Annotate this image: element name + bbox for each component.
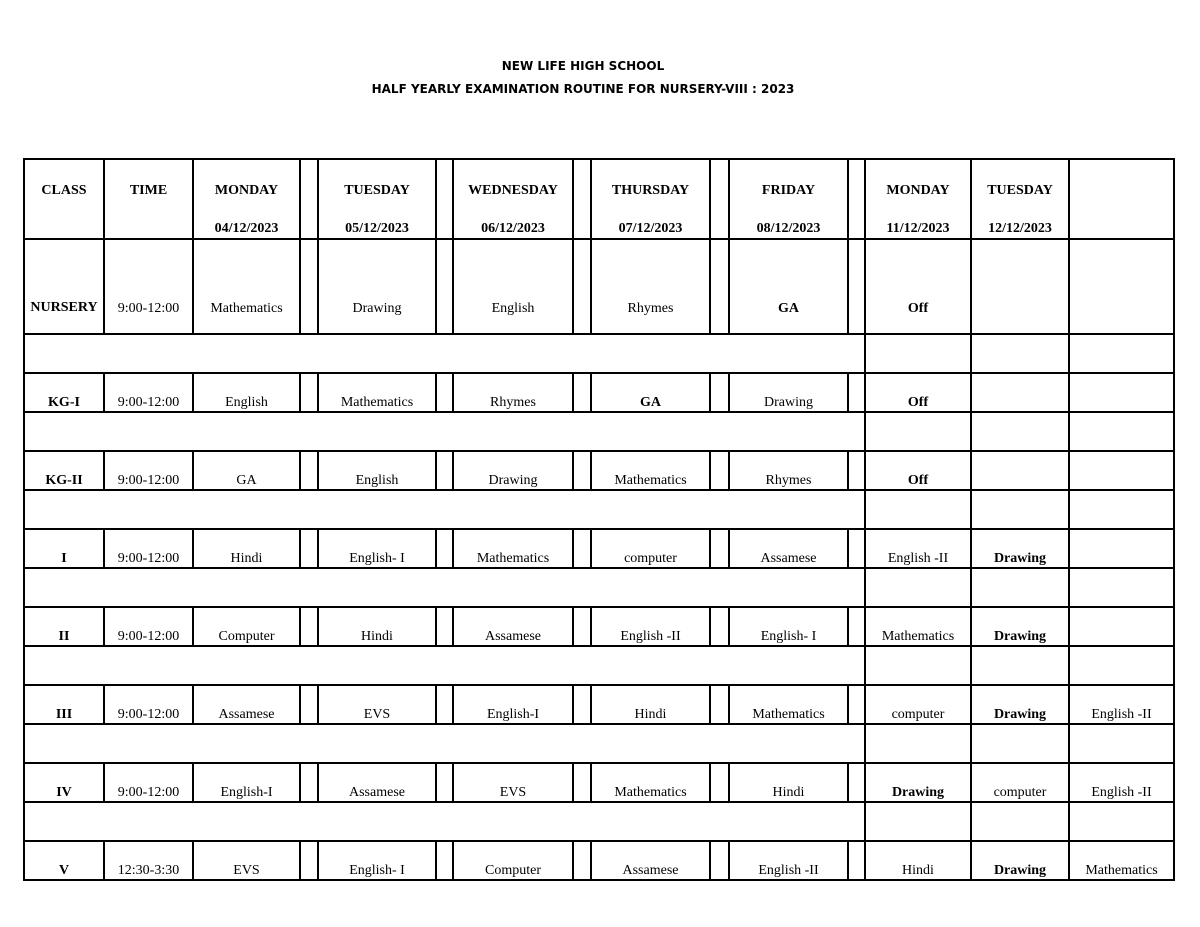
blank-row — [24, 568, 1174, 607]
subject-cell: English -II — [865, 529, 971, 568]
subject-cell: Hindi — [591, 685, 710, 724]
table-row — [24, 763, 1174, 802]
subject-cell: Hindi — [865, 841, 971, 880]
time-cell: 9:00-12:00 — [104, 763, 193, 802]
subject-cell: English -II — [729, 841, 848, 880]
subject-cell: English- I — [318, 841, 436, 880]
spacer-column — [573, 763, 591, 802]
subject-cell: Drawing — [971, 685, 1069, 724]
class-cell: IV — [24, 763, 104, 802]
subject-cell: Mathematics — [591, 451, 710, 490]
blank-row — [24, 412, 1174, 451]
class-cell: KG-I — [24, 373, 104, 412]
subject-cell: English — [193, 373, 300, 412]
subject-cell: EVS — [318, 685, 436, 724]
subject-cell: Drawing — [729, 373, 848, 412]
day-header: MONDAY 11/12/2023 — [865, 159, 971, 239]
blank-row — [24, 724, 1174, 763]
subject-cell: English-I — [193, 763, 300, 802]
subject-cell: Mathematics — [591, 763, 710, 802]
subject-cell: Off — [865, 373, 971, 412]
class-cell: KG-II — [24, 451, 104, 490]
blank-cell — [24, 724, 865, 763]
spacer-column — [300, 607, 318, 646]
spacer-column — [848, 685, 865, 724]
document-header — [0, 55, 1166, 101]
subject-cell: Hindi — [193, 529, 300, 568]
subject-cell: computer — [865, 685, 971, 724]
blank-cell — [971, 646, 1069, 685]
table-row — [24, 239, 1174, 334]
subject-cell: Mathematics — [729, 685, 848, 724]
class-cell: II — [24, 607, 104, 646]
subject-cell: GA — [193, 451, 300, 490]
spacer-column — [848, 529, 865, 568]
spacer-column — [848, 239, 865, 334]
subject-cell: Mathematics — [453, 529, 573, 568]
day-header: FRIDAY 08/12/2023 — [729, 159, 848, 239]
spacer-column — [573, 451, 591, 490]
blank-cell — [865, 334, 971, 373]
spacer-column — [436, 159, 453, 239]
table-row — [24, 529, 1174, 568]
day-header: TUESDAY 12/12/2023 — [971, 159, 1069, 239]
class-cell: V — [24, 841, 104, 880]
routine-title: HALF YEARLY EXAMINATION ROUTINE FOR NURSERY-VIII : 2023 — [371, 82, 795, 96]
blank-cell — [1069, 490, 1174, 529]
subject-cell: Hindi — [729, 763, 848, 802]
subject-cell: Rhymes — [729, 451, 848, 490]
spacer-column — [436, 529, 453, 568]
subject-cell: English- I — [318, 529, 436, 568]
blank-cell — [1069, 724, 1174, 763]
subject-cell: Drawing — [453, 451, 573, 490]
subject-cell: Drawing — [971, 529, 1069, 568]
header-row — [24, 159, 1174, 239]
subject-cell: English -II — [1069, 763, 1174, 802]
table-row — [24, 685, 1174, 724]
spacer-column — [848, 451, 865, 490]
day-header: MONDAY 04/12/2023 — [193, 159, 300, 239]
subject-cell — [1069, 529, 1174, 568]
class-cell: NURSERY — [24, 239, 104, 334]
subject-cell: EVS — [453, 763, 573, 802]
spacer-column — [573, 841, 591, 880]
subject-cell — [971, 451, 1069, 490]
blank-cell — [24, 412, 865, 451]
blank-cell — [971, 568, 1069, 607]
school-name: NEW LIFE HIGH SCHOOL — [501, 59, 665, 73]
spacer-column — [848, 373, 865, 412]
spacer-column — [300, 239, 318, 334]
subject-cell: English- I — [729, 607, 848, 646]
blank-cell — [865, 724, 971, 763]
subject-cell: Hindi — [318, 607, 436, 646]
spacer-column — [848, 607, 865, 646]
subject-cell — [1069, 607, 1174, 646]
subject-cell: Mathematics — [318, 373, 436, 412]
spacer-column — [710, 373, 729, 412]
blank-cell — [971, 802, 1069, 841]
spacer-column — [300, 763, 318, 802]
class-cell: III — [24, 685, 104, 724]
spacer-column — [848, 841, 865, 880]
time-cell: 9:00-12:00 — [104, 451, 193, 490]
table-row — [24, 373, 1174, 412]
subject-cell: Drawing — [865, 763, 971, 802]
subject-cell: Drawing — [971, 841, 1069, 880]
subject-cell: computer — [591, 529, 710, 568]
spacer-column — [436, 239, 453, 334]
time-cell: 9:00-12:00 — [104, 239, 193, 334]
spacer-column — [436, 841, 453, 880]
blank-cell — [24, 646, 865, 685]
blank-cell — [1069, 334, 1174, 373]
blank-cell — [865, 490, 971, 529]
blank-cell — [865, 568, 971, 607]
spacer-column — [710, 451, 729, 490]
blank-cell — [1069, 802, 1174, 841]
blank-cell — [865, 802, 971, 841]
blank-cell — [24, 568, 865, 607]
spacer-column — [573, 529, 591, 568]
day-header: THURSDAY 07/12/2023 — [591, 159, 710, 239]
blank-row — [24, 646, 1174, 685]
spacer-column — [300, 529, 318, 568]
blank-cell — [971, 724, 1069, 763]
time-cell: 9:00-12:00 — [104, 529, 193, 568]
subject-cell: Assamese — [453, 607, 573, 646]
blank-cell — [865, 646, 971, 685]
spacer-column — [300, 841, 318, 880]
subject-cell: Rhymes — [453, 373, 573, 412]
spacer-column — [436, 685, 453, 724]
table-row — [24, 607, 1174, 646]
spacer-column — [573, 607, 591, 646]
time-cell: 9:00-12:00 — [104, 685, 193, 724]
class-cell: I — [24, 529, 104, 568]
subject-cell: Computer — [453, 841, 573, 880]
blank-cell — [24, 490, 865, 529]
blank-cell — [24, 802, 865, 841]
subject-cell: Mathematics — [865, 607, 971, 646]
subject-cell: computer — [971, 763, 1069, 802]
subject-cell: English — [318, 451, 436, 490]
subject-cell: Mathematics — [193, 239, 300, 334]
subject-cell — [1069, 451, 1174, 490]
spacer-column — [300, 373, 318, 412]
spacer-column — [436, 451, 453, 490]
blank-cell — [971, 412, 1069, 451]
subject-cell: Rhymes — [591, 239, 710, 334]
spacer-column — [300, 451, 318, 490]
blank-cell — [1069, 568, 1174, 607]
exam-routine-table — [23, 158, 1175, 881]
day-header-empty — [1069, 159, 1174, 239]
subject-cell: Drawing — [318, 239, 436, 334]
subject-cell: Assamese — [318, 763, 436, 802]
spacer-column — [848, 159, 865, 239]
table-row — [24, 841, 1174, 880]
subject-cell: GA — [591, 373, 710, 412]
spacer-column — [573, 159, 591, 239]
subject-cell: Assamese — [193, 685, 300, 724]
spacer-column — [436, 763, 453, 802]
blank-row — [24, 802, 1174, 841]
spacer-column — [710, 841, 729, 880]
subject-cell: English-I — [453, 685, 573, 724]
subject-cell: Assamese — [591, 841, 710, 880]
spacer-column — [436, 607, 453, 646]
spacer-column — [710, 763, 729, 802]
subject-cell: Off — [865, 451, 971, 490]
subject-cell — [1069, 373, 1174, 412]
subject-cell: Assamese — [729, 529, 848, 568]
subject-cell: GA — [729, 239, 848, 334]
subject-cell: English — [453, 239, 573, 334]
spacer-column — [710, 607, 729, 646]
day-header: TUESDAY 05/12/2023 — [318, 159, 436, 239]
spacer-column — [710, 529, 729, 568]
spacer-column — [710, 685, 729, 724]
blank-cell — [971, 490, 1069, 529]
time-cell: 12:30-3:30 — [104, 841, 193, 880]
subject-cell — [971, 239, 1069, 334]
spacer-column — [573, 373, 591, 412]
blank-row — [24, 490, 1174, 529]
spacer-column — [300, 159, 318, 239]
blank-cell — [1069, 412, 1174, 451]
class-header: CLASS — [24, 159, 104, 239]
spacer-column — [573, 239, 591, 334]
spacer-column — [300, 685, 318, 724]
time-header: TIME — [104, 159, 193, 239]
blank-cell — [24, 334, 865, 373]
subject-cell: English -II — [1069, 685, 1174, 724]
time-cell: 9:00-12:00 — [104, 373, 193, 412]
subject-cell: English -II — [591, 607, 710, 646]
spacer-column — [710, 239, 729, 334]
spacer-column — [436, 373, 453, 412]
spacer-column — [710, 159, 729, 239]
blank-cell — [865, 412, 971, 451]
spacer-column — [848, 763, 865, 802]
blank-cell — [971, 334, 1069, 373]
time-cell: 9:00-12:00 — [104, 607, 193, 646]
subject-cell: Drawing — [971, 607, 1069, 646]
blank-row — [24, 334, 1174, 373]
blank-cell — [1069, 646, 1174, 685]
day-header: WEDNESDAY 06/12/2023 — [453, 159, 573, 239]
subject-cell: Off — [865, 239, 971, 334]
subject-cell: Computer — [193, 607, 300, 646]
subject-cell: Mathematics — [1069, 841, 1174, 880]
table-row — [24, 451, 1174, 490]
spacer-column — [573, 685, 591, 724]
subject-cell — [1069, 239, 1174, 334]
subject-cell — [971, 373, 1069, 412]
subject-cell: EVS — [193, 841, 300, 880]
